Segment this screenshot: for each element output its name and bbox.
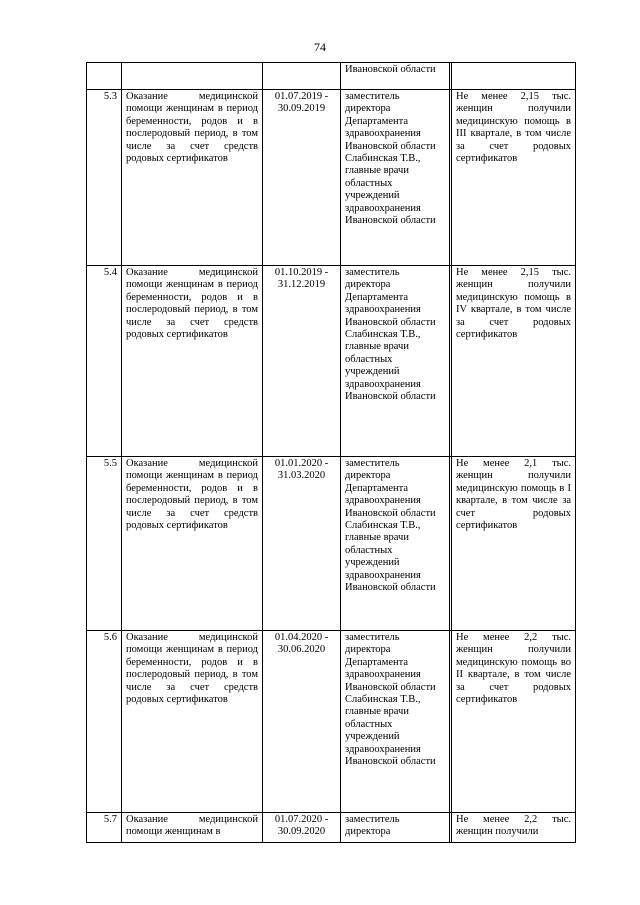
cell-result: Не менее 2,2 тыс. женщин получили медицинскую помощь во II квартале, в том числе за счет родовых сертификатов: [452, 631, 576, 813]
cell-responsible: Ивановской области: [341, 63, 450, 90]
cell-responsible: заместитель директора: [341, 813, 450, 843]
cell-num: 5.6: [87, 631, 122, 813]
cell-responsible: заместитель директора Департамента здравоохранения Ивановской области Слабинская Т.В., главные врачи областных учреждений здравоохранения Ивановской области: [341, 457, 450, 631]
table-row: [87, 631, 576, 813]
cell-term: 01.07.2019 - 30.09.2019: [263, 90, 341, 266]
cell-term: 01.01.2020 - 31.03.2020: [263, 457, 341, 631]
cell-event: Оказание медицинской помощи женщинам в период беременности, родов и в послеродовый период, в том числе за счет средств родовых сертификатов: [122, 457, 263, 631]
table-row: [87, 813, 576, 843]
cell-num: 5.7: [87, 813, 122, 843]
cell-responsible: заместитель директора Департамента здравоохранения Ивановской области Слабинская Т.В., главные врачи областных учреждений здравоохранения Ивановской области: [341, 266, 450, 457]
page-number: 74: [314, 40, 326, 54]
table-row: [87, 90, 576, 266]
cell-event: Оказание медицинской помощи женщинам в период беременности, родов и в послеродовый период, в том числе за счет средств родовых сертификатов: [122, 266, 263, 457]
cell-event: Оказание медицинской помощи женщинам в: [122, 813, 263, 843]
cell-result: [452, 63, 576, 90]
cell-num: [87, 63, 122, 90]
cell-responsible: заместитель директора Департамента здравоохранения Ивановской области Слабинская Т.В., главные врачи областных учреждений здравоохранения Ивановской области: [341, 90, 450, 266]
table-row: [87, 457, 576, 631]
cell-result: Не менее 2,15 тыс. женщин получили медицинскую помощь в III квартале, в том числе за счет родовых сертификатов: [452, 90, 576, 266]
cell-event: Оказание медицинской помощи женщинам в период беременности, родов и в послеродовый период, в том числе за счет средств родовых сертификатов: [122, 631, 263, 813]
cell-responsible: заместитель директора Департамента здравоохранения Ивановской области Слабинская Т.В., главные врачи областных учреждений здравоохранения Ивановской области: [341, 631, 450, 813]
cell-num: 5.5: [87, 457, 122, 631]
cell-term: 01.07.2020 - 30.09.2020: [263, 813, 341, 843]
cell-num: 5.4: [87, 266, 122, 457]
cell-event: [122, 63, 263, 90]
cell-result: Не менее 2,1 тыс. женщин получили медицинскую помощь в I квартале, в том числе за счет родовых сертификатов: [452, 457, 576, 631]
table-row: [87, 266, 576, 457]
cell-num: 5.3: [87, 90, 122, 266]
cell-term: 01.04.2020 - 30.06.2020: [263, 631, 341, 813]
table-row-continuation: [87, 63, 576, 90]
cell-term: [263, 63, 341, 90]
cell-result: Не менее 2,15 тыс. женщин получили медицинскую помощь в IV квартале, в том числе за счет родовых сертификатов: [452, 266, 576, 457]
cell-event: Оказание медицинской помощи женщинам в период беременности, родов и в послеродовый период, в том числе за счет средств родовых сертификатов: [122, 90, 263, 266]
plan-table: [86, 62, 576, 843]
cell-result: Не менее 2,2 тыс. женщин получили: [452, 813, 576, 843]
cell-term: 01.10.2019 - 31.12.2019: [263, 266, 341, 457]
